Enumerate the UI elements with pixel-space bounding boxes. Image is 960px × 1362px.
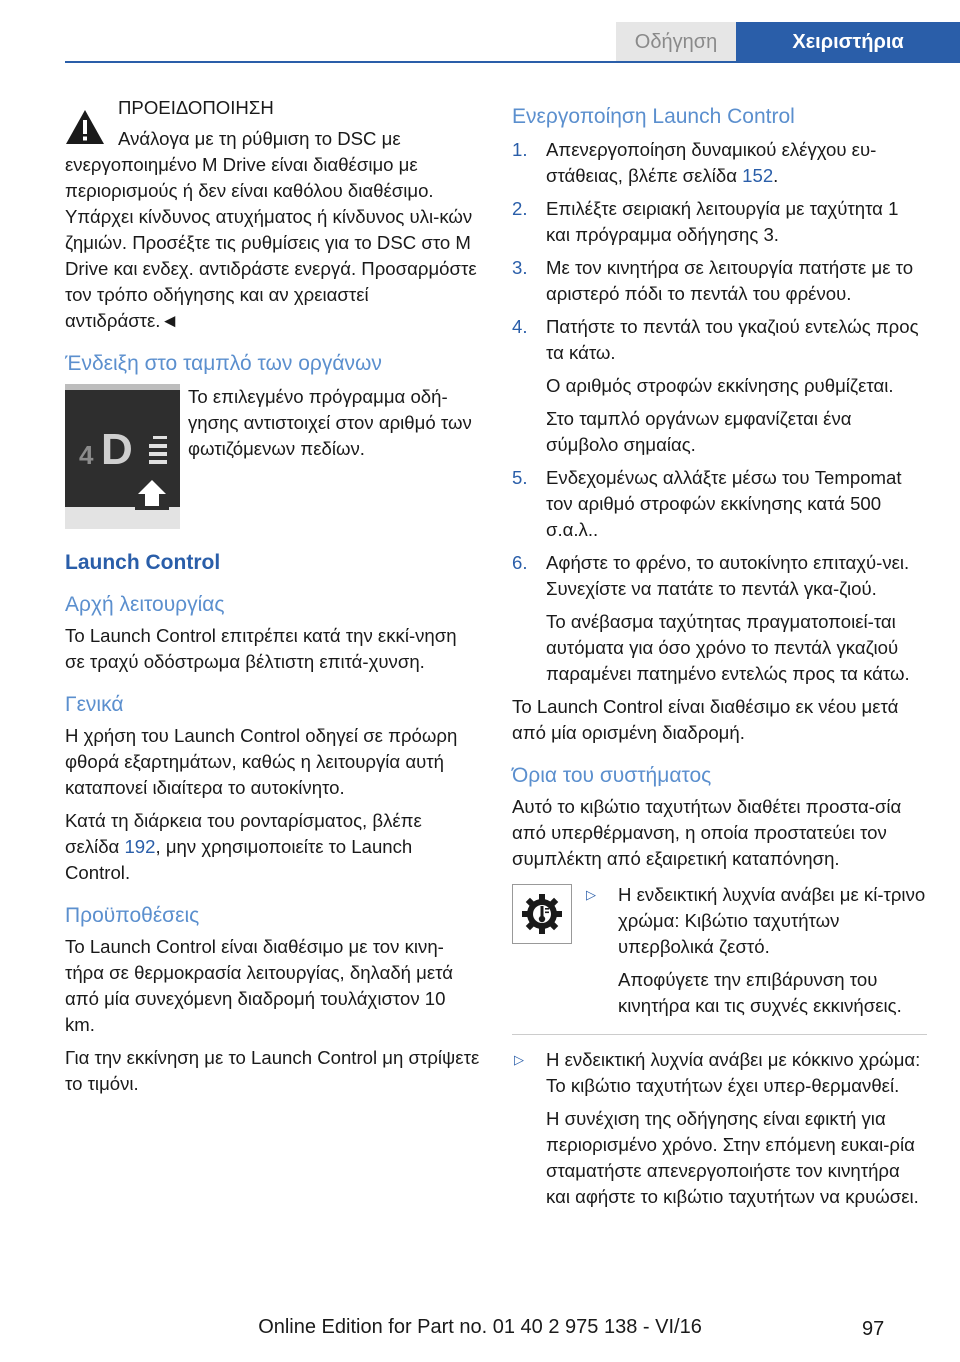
bullet-text: Η ενδεικτική λυχνία ανάβει με κόκκινο χρώμα: Το κιβώτιο ταχυτήτων έχει υπερ‐θερμανθεί. <box>546 1049 921 1096</box>
general-text-2 <box>65 808 480 886</box>
page-number: 97 <box>862 1318 885 1340</box>
step-number: 2. <box>512 198 528 219</box>
bullet-text: Η ενδεικτική λυχνία ανάβει με κί‐τρινο χρώμα: Κιβώτιο ταχυτήτων υπερβολικά ζεστό. <box>618 884 926 957</box>
bullet-yellow <box>584 882 927 1019</box>
general-text: Η χρήση του Launch Control οδηγεί σε πρόωρη φθορά εξαρτημάτων, καθώς η λειτουργία αυτή καταπονεί ιδιαίτερα το αυτοκίνητο. <box>65 725 458 798</box>
step-text-b: . <box>773 165 779 186</box>
divider <box>512 1034 927 1035</box>
step-text: Επιλέξτε σειριακή λειτουργία με ταχύτητα 1 και πρόγραμμα οδήγησης 3. <box>546 198 899 245</box>
footer-edition: Online Edition for Part no. 01 40 2 975 138 - VI/16 <box>258 1316 702 1338</box>
warning-title: ΠΡΟΕΙΔΟΠΟΙΗΣΗ <box>118 97 274 118</box>
limits-text: Αυτό το κιβώτιο ταχυτήτων διαθέτει προστα‐σία από υπερθέρμανση, η οποία προστατεύει τον συμπλέκτη από εξαιρετική καταπόνηση. <box>512 796 902 869</box>
general-text-2-b: , μην χρησιμοποιείτε το Launch Control. <box>65 836 413 883</box>
step-number: 6. <box>512 552 528 573</box>
activation-heading: Ενεργοποίηση Launch Control <box>512 105 795 128</box>
step-4 <box>512 314 927 458</box>
dashboard-row <box>65 384 480 529</box>
step-note: Στο ταμπλό οργάνων εμφανίζεται ένα σύμβολο σημαίας. <box>546 408 852 455</box>
step-note: Ο αριθμός στροφών εκκίνησης ρυθμίζεται. <box>546 375 894 396</box>
prerequisites-text: Το Launch Control είναι διαθέσιμο με τον κινη‐τήρα σε θερμοκρασία λειτουργίας, δηλαδή μετά από μία συνεχόμενη διαδρομή τουλάχιστον 10 km. <box>65 936 454 1035</box>
upshift-arrow-icon <box>135 477 169 510</box>
warning-text: ενεργοποιημένο M Drive είναι διαθέσιμο με περιορισμούς ή δεν είναι καθόλου διαθέσιμο. Υπάρχει κίνδυνος ατυχήματος ή κίνδυνος υλι‐κών ζημιών. Προσέξτε τις ρυθμίσεις για το DSC στο M Drive και ενδεχ. αντιδράστε ενεργά. Προσαρμόστε τον τρόπο οδήγησης και αν χρειαστεί αντιδράστε.◄ <box>65 154 477 331</box>
page-link-192[interactable]: 192 <box>124 836 156 857</box>
step-5 <box>512 465 927 543</box>
bullet-red <box>512 1047 927 1210</box>
general-text-2-a: Κατά τη διάρκεια του ρονταρίσματος, βλέπε σελίδα <box>65 810 422 857</box>
bullet-triangle-icon: ▷ <box>586 887 596 902</box>
general-heading: Γενικά <box>65 693 124 716</box>
step-number: 4. <box>512 316 528 337</box>
bullet-triangle-icon: ▷ <box>514 1052 524 1067</box>
launch-control-heading: Launch Control <box>65 551 221 574</box>
step-text-a: Απενεργοποίηση δυναμικού ελέγχου ευ‐στάθειας, βλέπε σελίδα <box>546 139 877 186</box>
warning-triangle-icon <box>65 109 105 145</box>
after-steps-text: Το Launch Control είναι διαθέσιμο εκ νέου μετά από μία ορισμένη διαδρομή. <box>512 696 899 743</box>
step-note: Το ανέβασμα ταχύτητας πραγματοποιεί‐ται αυτόματα για όσο χρόνο το πεντάλ γκαζιού παραμένει πατημένο εντελώς προς τα κάτω. <box>546 611 910 684</box>
page-link-152[interactable]: 152 <box>742 165 774 186</box>
limits-heading: Όρια του συστήματος <box>512 764 712 787</box>
prerequisites-text-2: Για την εκκίνηση με το Launch Control μη στρίψετε το τιμόνι. <box>65 1047 480 1094</box>
bullet-note: Η συνέχιση της οδήγησης είναι εφικτή για περιορισμένο χρόνο. Στην επόμενη ευκαι‐ρία σταματήστε απενεργοποιήστε τον κινητήρα και αφήστε το κιβώτιο ταχυτήτων να κρυώσει. <box>546 1108 919 1207</box>
principle-text: Το Launch Control επιτρέπει κατά την εκκί‐νηση σε τραχύ οδόστρωμα βέλτιστη επιτά‐χυνση. <box>65 625 457 672</box>
dashboard-gear-digit: 4 <box>79 440 94 470</box>
step-text: Με τον κινητήρα σε λειτουργία πατήστε με το αριστερό πόδι το πεντάλ του φρένου. <box>546 257 914 304</box>
step-1 <box>512 137 927 189</box>
dashboard-heading: Ένδειξη στο ταμπλό των οργάνων <box>65 352 382 375</box>
gearbox-warning-row <box>512 882 927 1026</box>
step-number: 1. <box>512 139 528 160</box>
step-text: Αφήστε το φρένο, το αυτοκίνητο επιταχύ‐νει. Συνεχίστε να πατάτε το πεντάλ γκα‐ζιού. <box>546 552 910 599</box>
tab-section: Οδήγηση <box>616 22 736 62</box>
step-2 <box>512 196 927 248</box>
gearbox-temperature-icon <box>512 884 572 944</box>
dashboard-gear-letter: D <box>101 425 133 474</box>
warning-first-line: Ανάλογα με τη ρύθμιση το DSC με <box>118 128 401 149</box>
step-text <box>546 137 927 189</box>
principle-heading: Αρχή λειτουργίας <box>65 593 225 616</box>
tab-chapter: Χειριστήρια <box>736 22 960 62</box>
step-number: 5. <box>512 467 528 488</box>
step-text: Ενδεχομένως αλλάξτε μέσω του Tempomat τον αριθμό στροφών εκκίνησης κατά 500 σ.α.λ.. <box>546 467 902 540</box>
warning-block <box>65 95 480 334</box>
right-column <box>512 95 927 1217</box>
step-text: Πατήστε το πεντάλ του γκαζιού εντελώς προς τα κάτω. <box>546 316 919 363</box>
step-number: 3. <box>512 257 528 278</box>
header-rule <box>65 61 960 63</box>
dashboard-text: Το επιλεγμένο πρόγραμμα οδή‐γησης αντιστοιχεί στον αριθμό των φωτιζόμενων πεδίων. <box>188 386 472 459</box>
bullet-note: Αποφύγετε την επιβάρυνση του κινητήρα και τις συχνές εκκινήσεις. <box>618 969 902 1016</box>
step-6 <box>512 550 927 687</box>
dashboard-display-image <box>65 384 180 529</box>
prerequisites-heading: Προϋποθέσεις <box>65 904 200 927</box>
step-3 <box>512 255 927 307</box>
left-column <box>65 95 480 1104</box>
